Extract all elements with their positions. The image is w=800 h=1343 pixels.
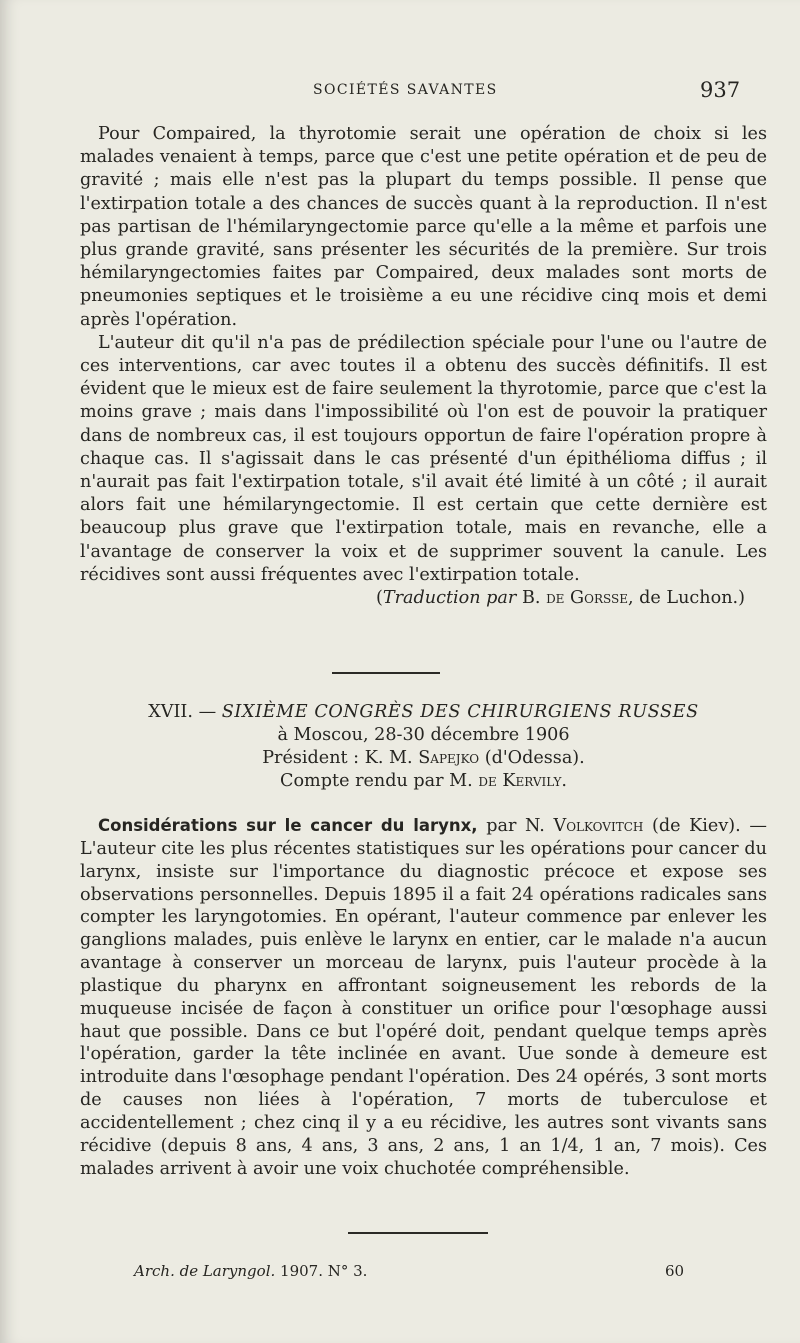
page-number: 937 bbox=[700, 78, 741, 102]
article-body: (de Kiev). — L'auteur cite les plus récentes statistiques sur les opérations pour cancer du larynx, insiste sur l'importance du diagnostic précoce et expose ses observations personnelles. Depuis 1895 il a fait 24 opérations radicales sans compter les laryngotomies. En opérant, l'auteur commence par enlever les ganglions malades, puis enlève le larynx en entier, car le malade n'a aucun avantage à conserver un morceau de larynx, puis l'auteur procède à la plastique du pharynx en affrontant soigneusement les rebords de la muqueuse incisée de façon à constituer un orifice pour l'œsophage aussi haut que possible. Dans ce but l'opéré doit, pendant quelque temps après l'opération, garder la tête inclinée en avant. Uue sonde à demeure est introduite dans l'œsophage pendant l'opération. Des 24 opérés, 3 sont morts de causes non liées à l'opération, 7 morts de tuberculose et accidentellement ; chez cinq il y a eu récidive, les autres sont vivants sans récidive (depuis 8 ans, 4 ans, 3 ans, 2 ans, 1 an 1/4, 1 an, 7 mois). Ces malades arrivent à avoir une voix chuchotée compréhensible. bbox=[80, 816, 767, 1179]
section-divider bbox=[332, 672, 440, 674]
page-header bbox=[0, 78, 800, 108]
section-header bbox=[80, 701, 767, 793]
page-footer bbox=[0, 1262, 800, 1286]
footer-rule bbox=[348, 1232, 488, 1234]
congress-location: à Moscou, 28-30 décembre 1906 bbox=[277, 725, 570, 745]
translator-name: Gorsse bbox=[570, 588, 628, 609]
article-paragraph: Considérations sur le cancer du larynx, par N. Volkovitch (de Kiev). — L'auteur cite les plus récentes statistiques sur les opérations pour cancer du larynx, insiste sur l'importance du diagnostic précoce et expose ses observations personnelles. Depuis 1895 il a fait 24 opérations radicales sans compter les laryngotomies. En opérant, l'auteur commence par enlever les ganglions malades, puis enlève le larynx en entier, car le malade n'a aucun avantage à conserver un morceau de larynx, puis l'auteur procède à la plastique du pharynx en affrontant soigneusement les rebords de la muqueuse incisée de façon à constituer un orifice pour l'œsophage aussi haut que possible. Dans ce but l'opéré doit, pendant quelque temps après l'opération, garder la tête inclinée en avant. Uue sonde à demeure est introduite dans l'œsophage pendant l'opération. Des 24 opérés, 3 sont morts de causes non liées à l'opération, 7 morts de tuberculose et accidentellement ; chez cinq il y a eu récidive, les autres sont vivants sans récidive (depuis 8 ans, 4 ans, 3 ans, 2 ans, 1 an 1/4, 1 an, 7 mois). Ces malades arrivent à avoir une voix chuchotée compréhensible. bbox=[80, 816, 767, 1179]
attribution-label: Traduction par bbox=[382, 588, 517, 609]
running-head: SOCIÉTÉS SAVANTES bbox=[313, 82, 498, 98]
article-volkovitch bbox=[80, 815, 767, 1181]
body-paragraph: L'auteur dit qu'il n'a pas de prédilection spéciale pour l'une ou l'autre de ces interventions, car avec toutes il a obtenu des succès définitifs. Il est évident que le mieux est de faire seulement la thyrotomie, parce que c'est la moins grave ; mais dans l'impossibilité où l'on est de pouvoir la pratiquer dans de nombreux cas, il est toujours opportun de faire l'opération propre à chaque cas. Il s'agissait dans le cas présenté d'un épithélioma diffus ; il n'aurait pas fait l'extirpation totale, s'il avait été limité à un côté ; il aurait alors fait une hémilaryngectomie. Il est certain que cette dernière est beaucoup plus grave que l'extirpation totale, mais en revanche, elle a l'avantage de conserver la voix et de supprimer souvent la canule. Les récidives sont aussi fréquentes avec l'extirpation totale. bbox=[80, 332, 767, 585]
previous-article-continuation bbox=[80, 123, 767, 610]
report-author: Compte rendu par M. de Kervily. bbox=[280, 771, 567, 791]
sheet-number: 60 bbox=[665, 1262, 685, 1280]
body-paragraph: Pour Compaired, la thyrotomie serait une opération de choix si les malades venaient à temps, parce que c'est une petite opération et de peu de gravité ; mais elle n'est pas la plupart du temps possible. Il pense que l'extirpation totale a des chances de succès quant à la reproduction. Il n'est pas partisan de l'hémilaryngectomie parce qu'elle a la même et parfois une plus grande gravité, sans présenter les sécurités de la première. Sur trois hémilaryngectomies faites par Compaired, deux malades sont morts de pneumonies septiques et le troisième a eu une récidive cinq mois et demi après l'opération. bbox=[80, 124, 767, 330]
article-author: Volkovitch bbox=[553, 816, 644, 836]
article-heading: Considérations sur le cancer du larynx, bbox=[98, 816, 478, 835]
translation-attribution: (Traduction par B. de Gorsse, de Luchon.) bbox=[376, 588, 745, 609]
congress-president: Président : K. M. Sapejko (d'Odessa). bbox=[262, 748, 585, 768]
journal-signature: Arch. de Laryngol. 1907. N° 3. bbox=[134, 1262, 368, 1280]
section-title: XVII. — SIXIÈME CONGRÈS DES CHIRURGIENS RUSSES bbox=[148, 702, 699, 722]
